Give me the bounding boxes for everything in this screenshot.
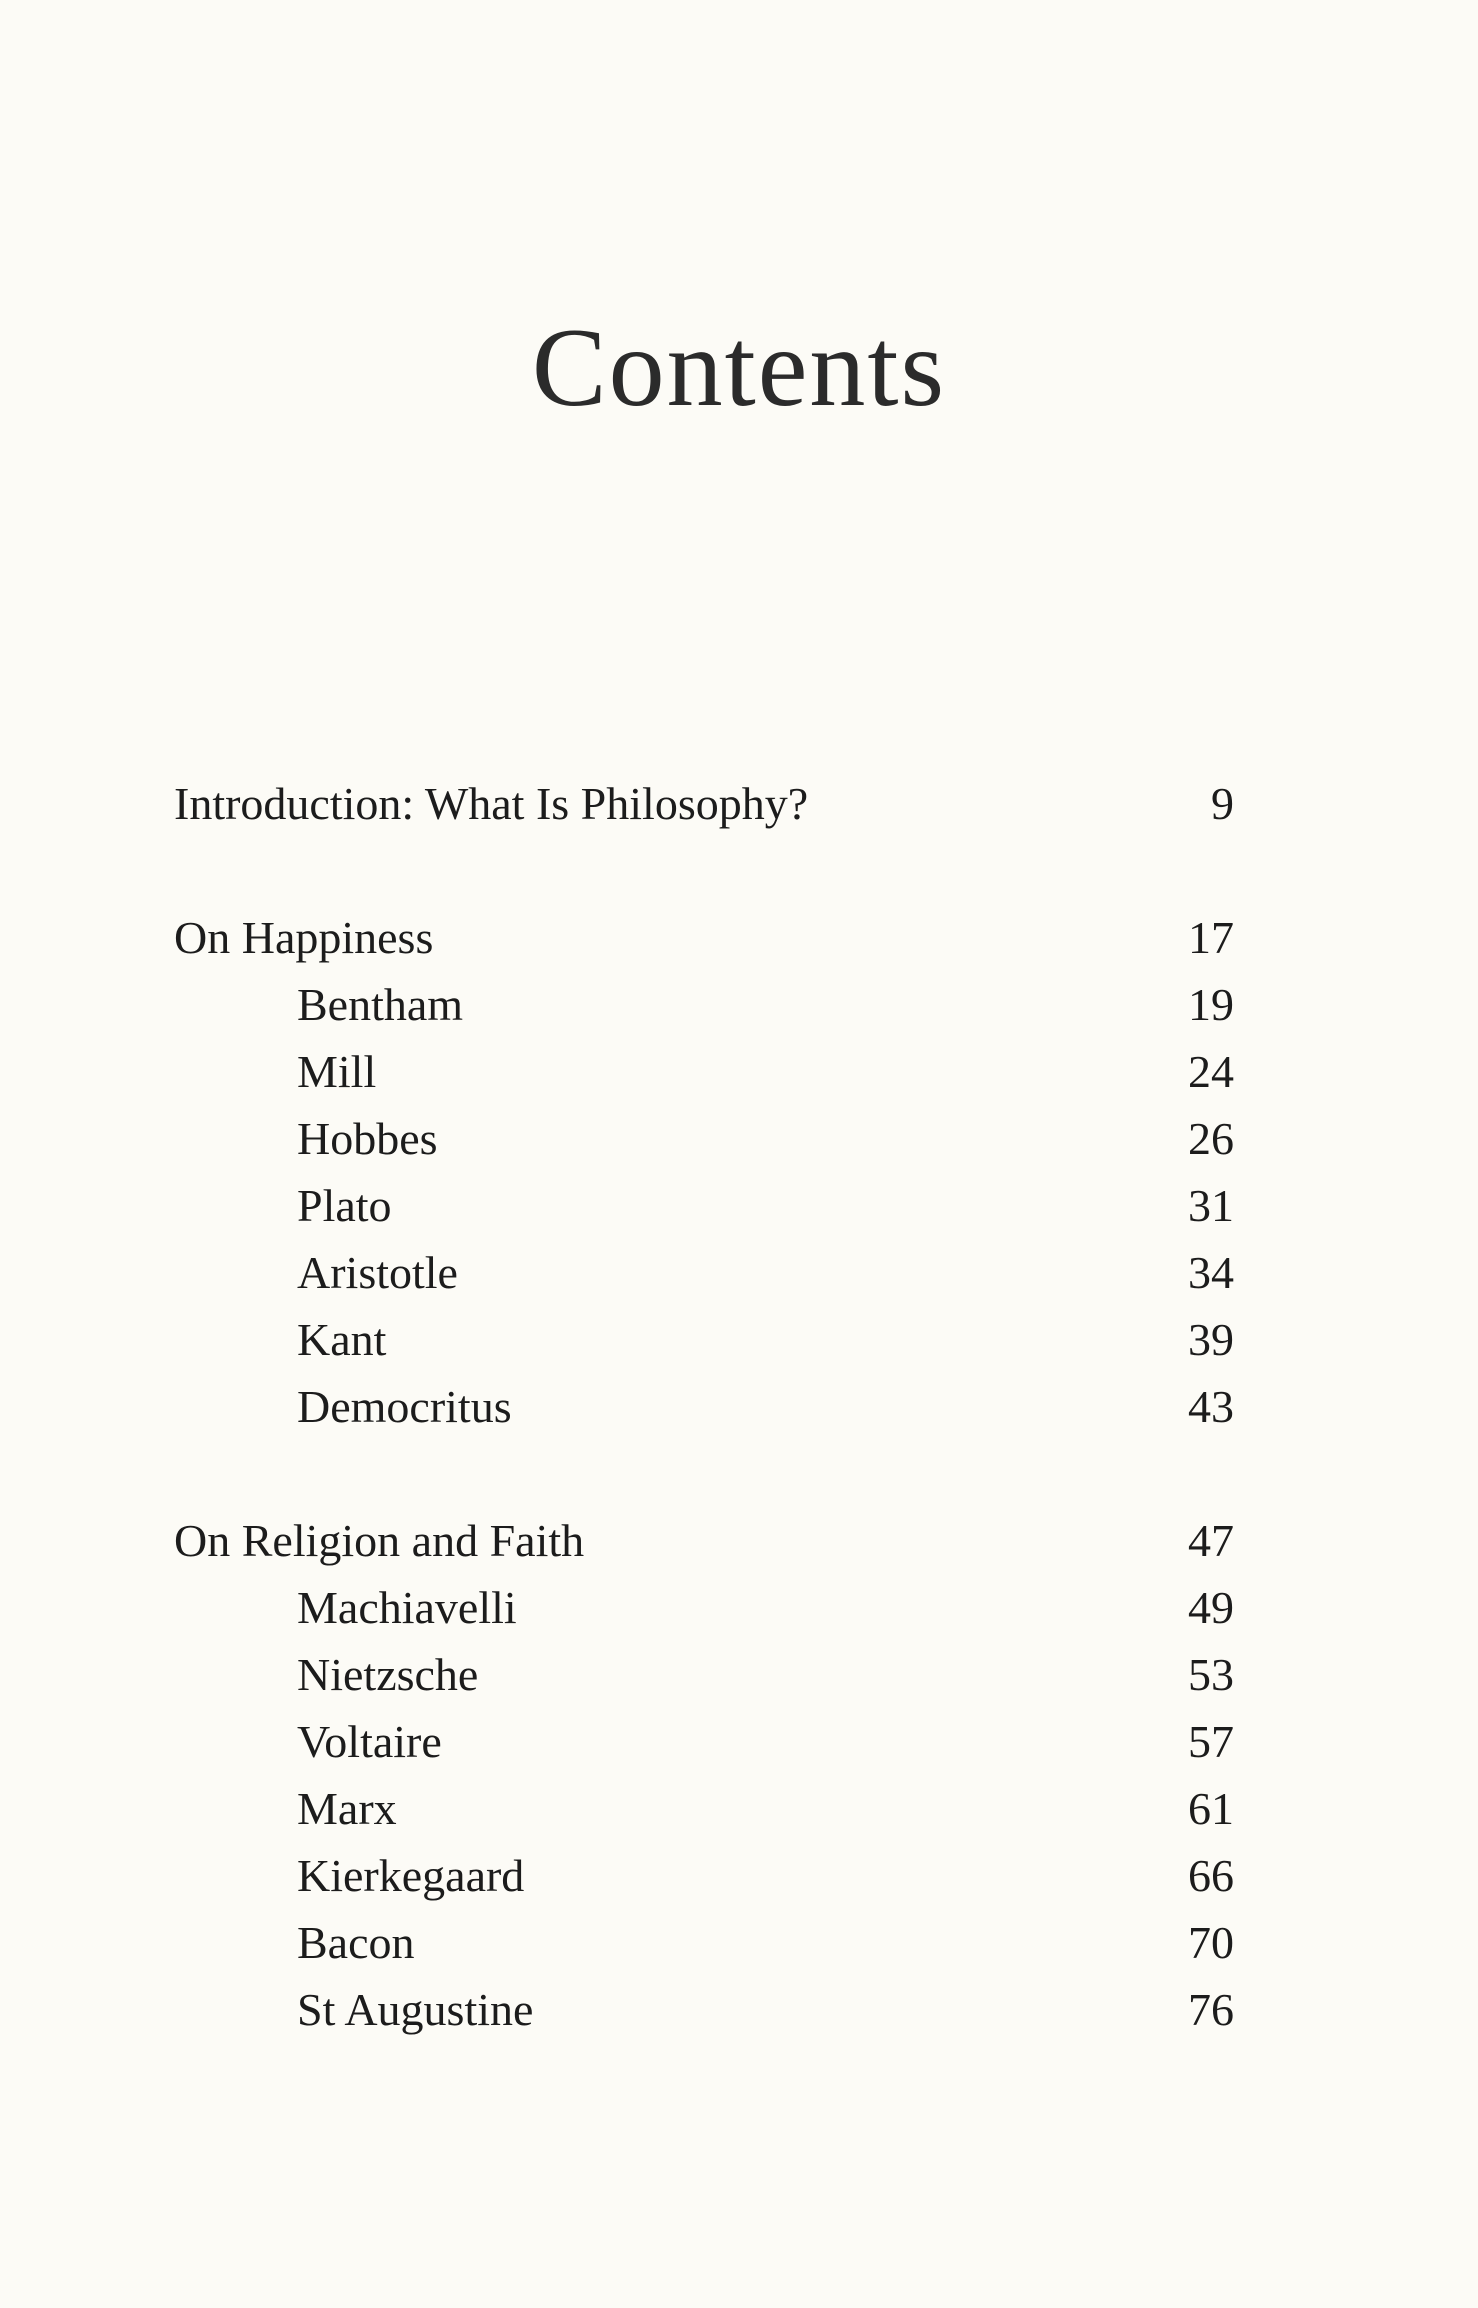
toc-entry-kierkegaard bbox=[174, 1842, 1234, 1909]
toc-entry-label: Voltaire bbox=[297, 1716, 442, 1767]
toc-entry-label: Introduction: What Is Philosophy? bbox=[174, 778, 809, 829]
toc-entry-page: 66 bbox=[1188, 1850, 1234, 1901]
toc-entry-label: Hobbes bbox=[297, 1113, 438, 1164]
toc-entry-democritus bbox=[174, 1373, 1234, 1440]
toc-entry-page: 34 bbox=[1188, 1247, 1234, 1298]
toc-entry-page: 9 bbox=[1211, 778, 1234, 829]
toc-entry-label: On Religion and Faith bbox=[174, 1515, 585, 1566]
toc-entry-label: On Happiness bbox=[174, 912, 434, 963]
toc-entry-page: 31 bbox=[1188, 1180, 1234, 1231]
toc-entry-page: 24 bbox=[1188, 1046, 1234, 1097]
toc-entry-page: 47 bbox=[1188, 1515, 1234, 1566]
toc-entry-label: Kierkegaard bbox=[297, 1850, 525, 1901]
table-of-contents bbox=[174, 770, 1234, 2043]
toc-entry-mill bbox=[174, 1038, 1234, 1105]
toc-entry-plato bbox=[174, 1172, 1234, 1239]
toc-entry-machiavelli bbox=[174, 1574, 1234, 1641]
toc-entry-page: 17 bbox=[1188, 912, 1234, 963]
toc-entry-page: 70 bbox=[1188, 1917, 1234, 1968]
toc-entry-bentham bbox=[174, 971, 1234, 1038]
toc-entry-nietzsche bbox=[174, 1641, 1234, 1708]
toc-entry-page: 61 bbox=[1188, 1783, 1234, 1834]
page-title: Contents bbox=[531, 306, 947, 430]
toc-entry-label: Bentham bbox=[297, 979, 464, 1030]
toc-section-happiness bbox=[174, 904, 1234, 971]
toc-entry-page: 26 bbox=[1188, 1113, 1234, 1164]
toc-entry-label: St Augustine bbox=[297, 1984, 534, 2035]
toc-entry-page: 53 bbox=[1188, 1649, 1234, 1700]
toc-entry-label: Kant bbox=[297, 1314, 387, 1365]
toc-entry-page: 57 bbox=[1188, 1716, 1234, 1767]
toc-entry-hobbes bbox=[174, 1105, 1234, 1172]
toc-entry-label: Bacon bbox=[297, 1917, 415, 1968]
toc-entry-kant bbox=[174, 1306, 1234, 1373]
toc-entry-introduction bbox=[174, 770, 1234, 837]
toc-entry-st-augustine bbox=[174, 1976, 1234, 2043]
toc-entry-label: Nietzsche bbox=[297, 1649, 479, 1700]
toc-entry-label: Aristotle bbox=[297, 1247, 458, 1298]
toc-entry-page: 49 bbox=[1188, 1582, 1234, 1633]
toc-entry-page: 43 bbox=[1188, 1381, 1234, 1432]
toc-entry-page: 76 bbox=[1188, 1984, 1234, 2035]
toc-entry-bacon bbox=[174, 1909, 1234, 1976]
toc-entry-label: Machiavelli bbox=[297, 1582, 517, 1633]
toc-entry-voltaire bbox=[174, 1708, 1234, 1775]
toc-entry-label: Democritus bbox=[297, 1381, 512, 1432]
toc-entry-page: 19 bbox=[1188, 979, 1234, 1030]
toc-entry-label: Mill bbox=[297, 1046, 377, 1097]
toc-entry-aristotle bbox=[174, 1239, 1234, 1306]
toc-entry-label: Plato bbox=[297, 1180, 392, 1231]
toc-entry-page: 39 bbox=[1188, 1314, 1234, 1365]
toc-entry-marx bbox=[174, 1775, 1234, 1842]
toc-section-religion bbox=[174, 1507, 1234, 1574]
toc-entry-label: Marx bbox=[297, 1783, 397, 1834]
